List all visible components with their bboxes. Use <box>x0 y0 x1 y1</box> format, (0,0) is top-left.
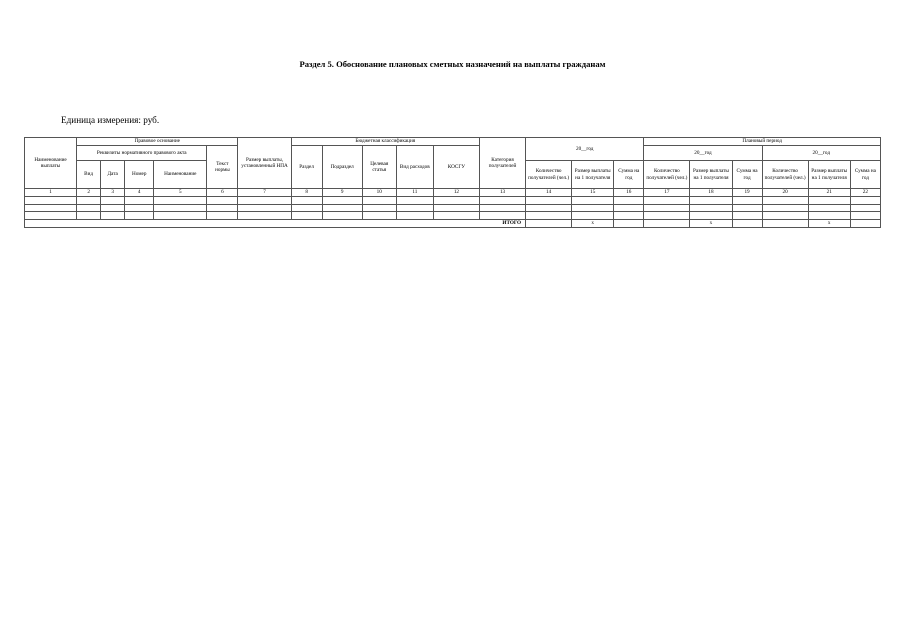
table-cell[interactable] <box>101 204 125 212</box>
header-payment-per-recipient: Размер выплаты на 1 получателя <box>690 161 732 189</box>
column-number: 22 <box>850 189 880 197</box>
column-number: 4 <box>125 189 154 197</box>
total-cell <box>644 219 690 227</box>
table-cell[interactable] <box>25 204 77 212</box>
table-cell[interactable] <box>850 212 880 220</box>
table-cell[interactable] <box>125 204 154 212</box>
table-cell[interactable] <box>207 204 238 212</box>
total-x-mark: x <box>572 219 614 227</box>
header-planning-period: Плановый период <box>644 138 881 146</box>
table-cell[interactable] <box>362 197 396 205</box>
table-cell[interactable] <box>433 204 479 212</box>
header-number: Номер <box>125 161 154 189</box>
total-row <box>25 219 881 227</box>
table-cell[interactable] <box>25 212 77 220</box>
table-cell[interactable] <box>762 197 808 205</box>
table-cell[interactable] <box>614 212 644 220</box>
table-cell[interactable] <box>238 204 291 212</box>
table-cell[interactable] <box>291 204 322 212</box>
total-cell <box>732 219 762 227</box>
total-cell <box>850 219 880 227</box>
table-cell[interactable] <box>732 212 762 220</box>
table-cell[interactable] <box>644 212 690 220</box>
header-plan-year-1: 20__год <box>644 146 762 161</box>
column-number: 8 <box>291 189 322 197</box>
header-legal-basis: Правовое основание <box>77 138 238 146</box>
table-cell[interactable] <box>808 212 850 220</box>
header-budget-classification: Бюджетная классификация <box>291 138 479 146</box>
total-label: ИТОГО <box>25 219 526 227</box>
column-number: 1 <box>25 189 77 197</box>
table-cell[interactable] <box>362 212 396 220</box>
header-subsection: Подраздел <box>322 146 362 189</box>
table-cell[interactable] <box>291 212 322 220</box>
table-cell[interactable] <box>101 212 125 220</box>
table-cell[interactable] <box>690 204 732 212</box>
header-payment-size: Размер выплаты, установленный НПА <box>238 138 291 189</box>
header-expense-type: Вид расходов <box>396 146 433 189</box>
table-cell[interactable] <box>479 212 525 220</box>
table-cell[interactable] <box>526 204 572 212</box>
table-cell[interactable] <box>207 212 238 220</box>
header-current-year: 20__год <box>526 138 644 161</box>
table-cell[interactable] <box>614 197 644 205</box>
column-number: 14 <box>526 189 572 197</box>
table-cell[interactable] <box>322 212 362 220</box>
table-row <box>25 212 881 220</box>
column-number: 17 <box>644 189 690 197</box>
table-cell[interactable] <box>77 212 101 220</box>
column-number: 13 <box>479 189 525 197</box>
table-cell[interactable] <box>154 212 207 220</box>
total-x-mark: x <box>808 219 850 227</box>
column-number: 6 <box>207 189 238 197</box>
table-cell[interactable] <box>690 197 732 205</box>
header-norm-text: Текст нормы <box>207 146 238 189</box>
table-cell[interactable] <box>479 197 525 205</box>
table-cell[interactable] <box>125 212 154 220</box>
total-x-mark: x <box>690 219 732 227</box>
table-cell[interactable] <box>362 204 396 212</box>
column-number: 5 <box>154 189 207 197</box>
header-payment-name: Наименование выплаты <box>25 138 77 189</box>
table-cell[interactable] <box>238 212 291 220</box>
section-title: Раздел 5. Обоснование плановых сметных назначений на выплаты гражданам <box>299 59 606 69</box>
table-cell[interactable] <box>479 204 525 212</box>
column-number: 19 <box>732 189 762 197</box>
table-cell[interactable] <box>644 197 690 205</box>
header-recipient-count: Количество получателей (чел.) <box>644 161 690 189</box>
table-cell[interactable] <box>808 204 850 212</box>
table-cell[interactable] <box>207 197 238 205</box>
table-cell[interactable] <box>101 197 125 205</box>
table-cell[interactable] <box>526 212 572 220</box>
table-cell[interactable] <box>732 197 762 205</box>
header-recipient-count: Количество получателей (чел.) <box>762 161 808 189</box>
column-number: 18 <box>690 189 732 197</box>
table-cell[interactable] <box>77 197 101 205</box>
header-sum-per-year: Сумма на год <box>732 161 762 189</box>
column-numbers-row <box>25 189 881 197</box>
column-number: 21 <box>808 189 850 197</box>
header-legal-act-details: Реквизиты нормативного правового акта <box>77 146 207 161</box>
header-payment-per-recipient: Размер выплаты на 1 получателя <box>572 161 614 189</box>
column-number: 9 <box>322 189 362 197</box>
table-cell[interactable] <box>322 204 362 212</box>
header-plan-year-2: 20__год <box>762 146 880 161</box>
total-cell <box>762 219 808 227</box>
header-date: Дата <box>101 161 125 189</box>
table-cell[interactable] <box>396 197 433 205</box>
column-number: 16 <box>614 189 644 197</box>
table-cell[interactable] <box>154 204 207 212</box>
table-cell[interactable] <box>572 204 614 212</box>
table-cell[interactable] <box>644 204 690 212</box>
table-cell[interactable] <box>850 204 880 212</box>
total-cell <box>526 219 572 227</box>
column-number: 20 <box>762 189 808 197</box>
header-recipient-count: Количество получателей (чел.) <box>526 161 572 189</box>
header-recipient-category: Категория получателей <box>479 138 525 189</box>
payments-table <box>24 137 881 228</box>
header-sum-per-year: Сумма на год <box>850 161 880 189</box>
total-cell <box>614 219 644 227</box>
table-cell[interactable] <box>396 204 433 212</box>
header-section: Раздел <box>291 146 322 189</box>
header-target-item: Целевая статья <box>362 146 396 189</box>
table-cell[interactable] <box>291 197 322 205</box>
column-number: 7 <box>238 189 291 197</box>
table-cell[interactable] <box>238 197 291 205</box>
table-cell[interactable] <box>762 212 808 220</box>
table-cell[interactable] <box>690 212 732 220</box>
table-cell[interactable] <box>125 197 154 205</box>
table-cell[interactable] <box>433 212 479 220</box>
table-cell[interactable] <box>322 197 362 205</box>
table-cell[interactable] <box>526 197 572 205</box>
table-cell[interactable] <box>850 197 880 205</box>
header-sum-per-year: Сумма на год <box>614 161 644 189</box>
column-number: 12 <box>433 189 479 197</box>
table-cell[interactable] <box>614 204 644 212</box>
units-label: Единица измерения: руб. <box>61 115 160 125</box>
header-payment-per-recipient: Размер выплаты на 1 получателя <box>808 161 850 189</box>
table-cell[interactable] <box>433 197 479 205</box>
table-cell[interactable] <box>732 204 762 212</box>
column-number: 3 <box>101 189 125 197</box>
table-cell[interactable] <box>808 197 850 205</box>
column-number: 2 <box>77 189 101 197</box>
table-cell[interactable] <box>154 197 207 205</box>
table-row <box>25 204 881 212</box>
header-name: Наименование <box>154 161 207 189</box>
column-number: 10 <box>362 189 396 197</box>
table-cell[interactable] <box>25 197 77 205</box>
table-row <box>25 197 881 205</box>
table-cell[interactable] <box>762 204 808 212</box>
table-cell[interactable] <box>77 204 101 212</box>
table-cell[interactable] <box>572 212 614 220</box>
header-kosgu: КОСГУ <box>433 146 479 189</box>
table-cell[interactable] <box>572 197 614 205</box>
column-number: 11 <box>396 189 433 197</box>
header-type: Вид <box>77 161 101 189</box>
column-number: 15 <box>572 189 614 197</box>
table-cell[interactable] <box>396 212 433 220</box>
